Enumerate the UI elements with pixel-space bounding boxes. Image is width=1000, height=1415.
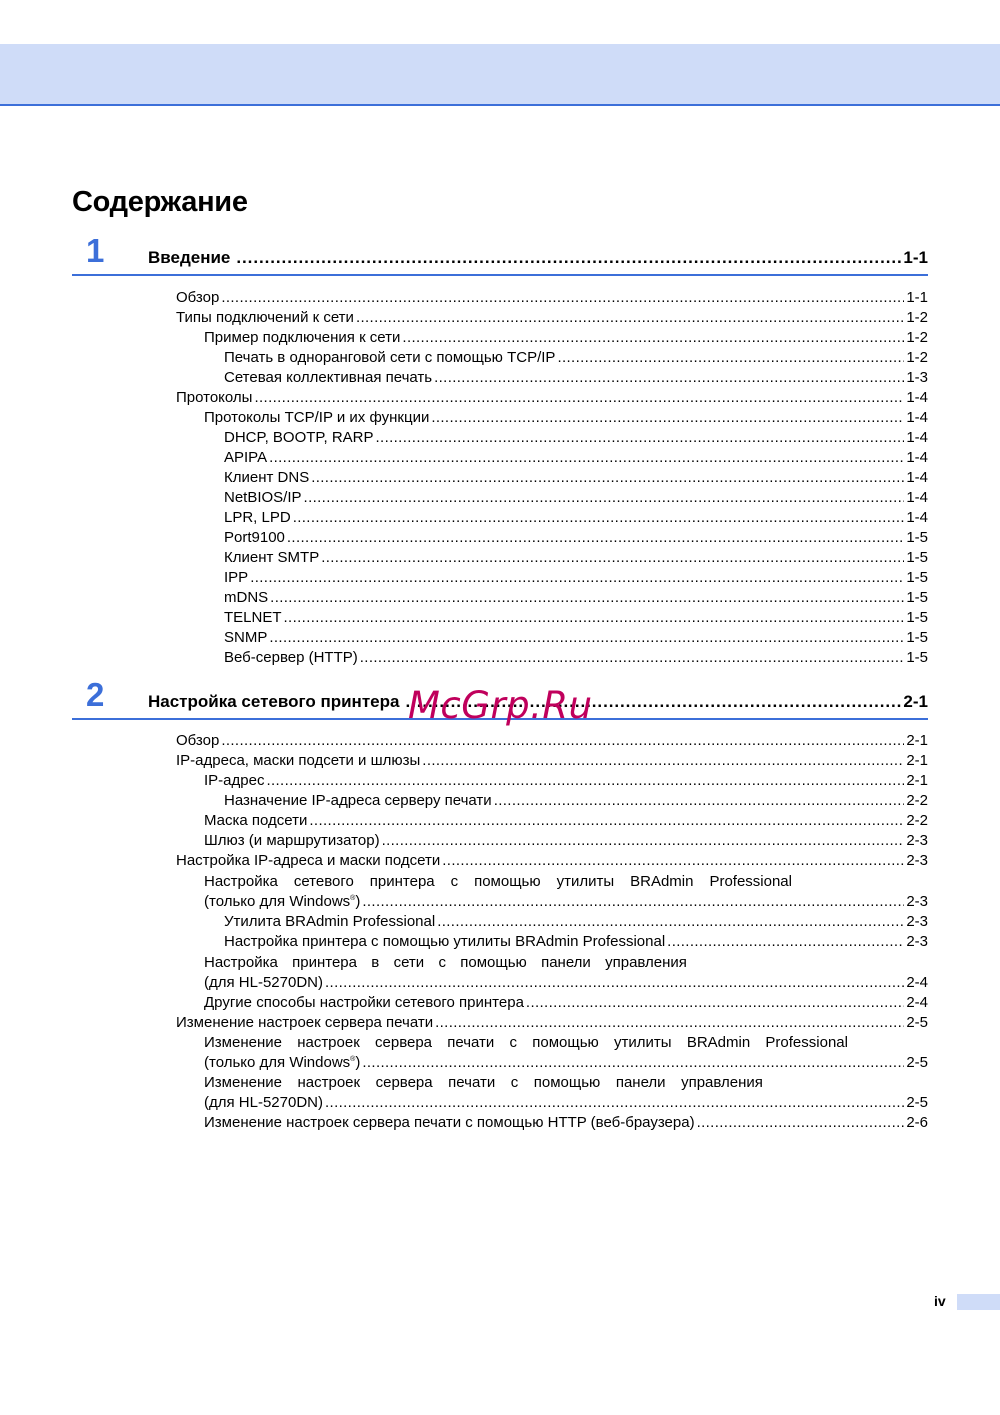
toc-entry-line1[interactable]: Изменение настроек сервера печати с помощью утилиты BRAdmin Professional [204,1034,848,1051]
toc-entry[interactable]: Port9100 . . . 1-5 [224,528,928,548]
toc-entry[interactable]: IP-адреса, маски подсети и шлюзы . . . 2-1 [176,751,928,771]
toc-entry[interactable]: Клиент DNS . . . 1-4 [224,468,928,488]
footer-tab [957,1294,1000,1310]
registered-mark: ® [350,1056,356,1063]
chapter-title: Настройка сетевого принтера [148,692,400,711]
chapter-number: 2 [86,676,105,713]
toc-entry[interactable]: Изменение настроек сервера печати с помощью HTTP (веб-браузера) . . . 2-6 [204,1113,928,1133]
toc-entry[interactable]: LPR, LPD . . . 1-4 [224,508,928,528]
toc-entry[interactable]: IP-адрес . . . 2-1 [204,771,928,791]
toc-entry[interactable]: Маска подсети . . . 2-2 [204,811,928,831]
toc-entry[interactable]: TELNET . . . 1-5 [224,608,928,628]
toc-entry[interactable]: Сетевая коллективная печать . . . 1-3 [224,368,928,388]
toc-entry[interactable]: SNMP . . . 1-5 [224,628,928,648]
toc-entry-line1[interactable]: Настройка сетевого принтера с помощью утилиты BRAdmin Professional [204,873,792,890]
toc-entry[interactable]: Обзор . . . 2-1 [176,731,928,751]
leader-dots [236,248,901,268]
toc-entry[interactable]: Обзор . . . 1-1 [176,288,928,308]
toc-entry[interactable]: mDNS . . . 1-5 [224,588,928,608]
page-title: Содержание [72,186,248,218]
toc-entry[interactable]: APIPA . . . 1-4 [224,448,928,468]
toc-entry[interactable]: (для HL-5270DN) . . . 2-4 [204,973,928,993]
toc-entry[interactable]: Пример подключения к сети . . . 1-2 [204,328,928,348]
toc-entry[interactable]: IPP . . . 1-5 [224,568,928,588]
toc-entry-line1[interactable]: Изменение настроек сервера печати с помощью панели управления [204,1074,763,1091]
registered-mark: ® [350,895,356,902]
header-band [0,44,1000,106]
toc-entry[interactable]: (только для Windows®) . . . 2-3 [204,892,928,912]
toc-entry[interactable]: Другие способы настройки сетевого принтера . . . 2-4 [204,993,928,1013]
toc-entry[interactable]: DHCP, BOOTP, RARP . . . 1-4 [224,428,928,448]
chapter-page: 1-1 [903,248,928,267]
toc-entry[interactable]: Назначение IP-адреса серверу печати . . . 2-2 [224,791,928,811]
toc-entry[interactable]: NetBIOS/IP . . . 1-4 [224,488,928,508]
toc-entry[interactable]: Протоколы . . . 1-4 [176,388,928,408]
chapter-1-heading[interactable] [72,232,928,276]
page-number: iv [934,1293,946,1309]
toc-entry[interactable]: Клиент SMTP . . . 1-5 [224,548,928,568]
toc-entry[interactable]: Протоколы TCP/IP и их функции . . . 1-4 [204,408,928,428]
toc-entry[interactable]: (для HL-5270DN) . . . 2-5 [204,1093,928,1113]
chapter-title: Введение [148,248,231,267]
toc-entry[interactable]: (только для Windows®) . . . 2-5 [204,1053,928,1073]
toc-entry[interactable]: Веб-сервер (HTTP) . . . 1-5 [224,648,928,668]
toc-entry[interactable]: Утилита BRAdmin Professional . . . 2-3 [224,912,928,932]
toc-entry[interactable]: Настройка IP-адреса и маски подсети . . . 2-3 [176,851,928,871]
toc-entry[interactable]: Изменение настроек сервера печати . . . 2-5 [176,1013,928,1033]
toc-entry[interactable]: Шлюз (и маршрутизатор) . . . 2-3 [204,831,928,851]
toc-entry[interactable]: Печать в одноранговой сети с помощью TCP/IP . . . 1-2 [224,348,928,368]
chapter-number: 1 [86,232,105,269]
watermark: McGrp.Ru [408,684,593,727]
toc-entry[interactable]: Настройка принтера с помощью утилиты BRAdmin Professional . . . 2-3 [224,932,928,952]
toc-entry[interactable]: Типы подключений к сети . . . 1-2 [176,308,928,328]
chapter-page: 2-1 [903,692,928,711]
toc-entry-line1[interactable]: Настройка принтера в сети с помощью панели управления [204,954,687,971]
